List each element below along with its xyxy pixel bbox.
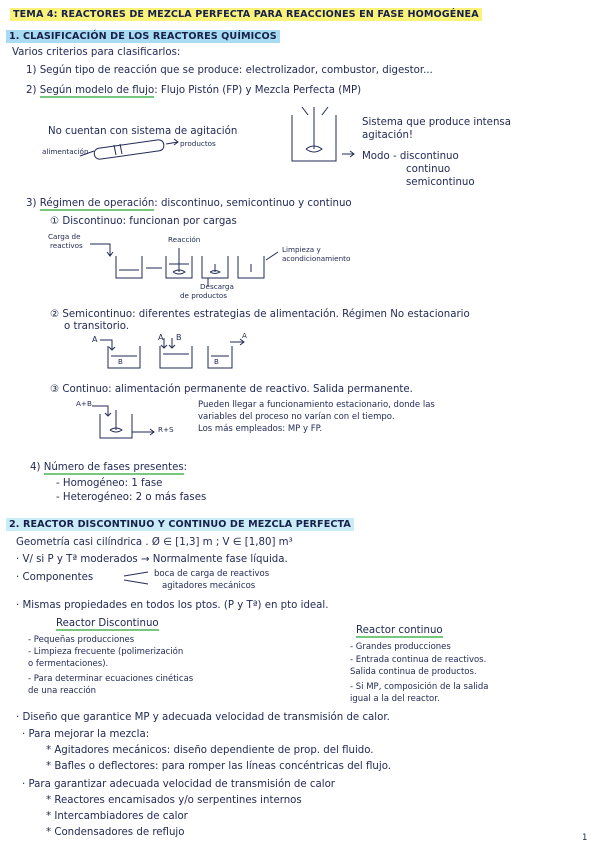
s2-line-7c: * Condensadores de reflujo (46, 827, 185, 838)
page-title: TEMA 4: REACTORES DE MEZCLA PERFECTA PARA REACCIONES EN FASE HOMOGÉNEA (10, 10, 482, 21)
mp-note-1: Sistema que produce intensa (362, 117, 511, 128)
cont-item: - Grandes producciones (350, 642, 451, 652)
cont-output-label: R+S (158, 425, 174, 434)
fp-output-label: productos (180, 139, 216, 148)
s2-line-2: · V/ si P y Tª moderados → Normalmente fase líquida. (16, 554, 288, 565)
disc-limpieza-1: Limpieza y (282, 245, 321, 254)
cont-para-3: Los más empleados: MP y FP. (198, 424, 323, 434)
criterion-4-colon: : (183, 462, 188, 473)
disc-descarga-2: de productos (180, 291, 228, 300)
criterion-2-label: Según modelo de flujo (39, 85, 155, 96)
criterion-4-label: Número de fases presentes (43, 462, 184, 473)
mp-note-2: agitación! (362, 130, 413, 141)
s2-line-6: · Para mejorar la mezcla: (22, 729, 150, 740)
semi-diagram-label-b: B (118, 358, 123, 366)
s2-line-6a: * Agitadores mecánicos: diseño dependiente de prop. del fluido. (46, 745, 374, 756)
fp-note: No cuentan con sistema de agitación (48, 126, 238, 137)
discontinuous-title: ① Discontinuo: funcionan por cargas (50, 216, 237, 227)
s2-line-7a: * Reactores encamisados y/o serpentines internos (46, 795, 302, 806)
components-brace (122, 570, 152, 590)
s1-intro: Varios criterios para clasificarlos: (12, 47, 181, 58)
plug-flow-tube-diagram (80, 136, 190, 166)
criterion-3-prefix: 3) (26, 198, 37, 209)
disc-carga-2: reactivos (50, 241, 83, 250)
cont-item: Salida continua de productos. (350, 667, 477, 677)
cont-para-2: variables del proceso no varían con el tiempo. (198, 412, 395, 422)
criterion-3 (26, 198, 352, 209)
s2-line-6b: * Bafles o deflectores: para romper las líneas concéntricas del flujo. (46, 761, 391, 772)
semicontinuous-diagrams (88, 332, 248, 372)
cont-input-label: A+B (76, 399, 92, 408)
criterion-1 (26, 65, 433, 76)
mp-mode-3: semicontinuo (406, 177, 475, 188)
s2-line-1: Geometría casi cilíndrica . Ø ∈ [1,3] m ; V ∈ [1,80] m³ (16, 537, 293, 548)
disc-item: o fermentaciones). (28, 659, 109, 669)
fp-input-label: alimentación (42, 147, 89, 156)
c4-heterogeneo: - Heterogéneo: 2 o más fases (56, 492, 207, 503)
cont-para-1: Pueden llegar a funcionamiento estacionario, donde las (198, 400, 435, 410)
criterion-2-text: : Flujo Pistón (FP) y Mezcla Perfecta (MP) (154, 85, 362, 96)
disc-item: - Para determinar ecuaciones cinéticas (28, 674, 194, 684)
criterion-4 (30, 462, 187, 473)
criterion-4-prefix: 4) (30, 462, 41, 473)
s2-line-7b: * Intercambiadores de calor (46, 811, 188, 822)
s2-component-b: agitadores mecánicos (162, 581, 256, 591)
disc-item: de una reacción (28, 686, 97, 696)
semi-diagram-label-a: A (92, 335, 98, 344)
section-2-heading: 2. REACTOR DISCONTINUO Y CONTINUO DE MEZCLA PERFECTA (6, 520, 354, 531)
criterion-3-label: Régimen de operación (39, 198, 155, 209)
continuous-title: ③ Continuo: alimentación permanente de reactivo. Salida permanente. (50, 384, 413, 395)
disc-descarga-1: Descarga (200, 282, 234, 291)
criterion-1-label: 1) Según tipo de reacción que se produce (26, 65, 239, 76)
s2-component-a: boca de carga de reactivos (154, 569, 270, 579)
semicontinuous-title: ② Semicontinuo: diferentes estrategias de alimentación. Régimen No estacionario (50, 309, 470, 320)
page-number: 1 (582, 833, 588, 843)
disc-column-heading: Reactor Discontinuo (56, 618, 159, 629)
criterion-3-text: : discontinuo, semicontinuo y continuo (154, 198, 352, 209)
semi-diagram-label-b-3: B (214, 358, 219, 366)
criterion-2 (26, 85, 361, 96)
s2-line-4: · Mismas propiedades en todos los ptos. (P y Tª) en pto ideal. (16, 600, 329, 611)
criterion-2-prefix: 2) (26, 85, 37, 96)
disc-item: - Pequeñas producciones (28, 635, 135, 645)
mode-arrow (340, 146, 360, 160)
cont-item: - Entrada continua de reactivos. (350, 655, 487, 665)
s2-components: · Componentes (16, 572, 94, 583)
c4-homogeneo: - Homogéneo: 1 fase (56, 478, 163, 489)
batch-sequence-diagram (90, 240, 280, 290)
continuous-tank-diagram (92, 404, 158, 440)
disc-item: - Limpieza frecuente (polimerización (28, 647, 184, 657)
disc-reaccion: Reacción (168, 235, 201, 244)
mp-mode: Modo - discontinuo (362, 151, 459, 162)
disc-carga-1: Carga de (48, 232, 81, 241)
semicontinuous-title-2: o transitorio. (64, 321, 130, 332)
s2-line-7: · Para garantizar adecuada velocidad de transmisión de calor (22, 779, 335, 790)
mixed-tank-diagram (288, 105, 348, 165)
cont-column-heading: Reactor continuo (356, 625, 443, 636)
cont-item: - Si MP, composición de la salida (350, 682, 489, 692)
cont-item: igual a la del reactor. (350, 694, 440, 704)
semi-diagram-label-b-2: B (176, 333, 182, 342)
disc-limpieza-2: acondicionamiento (282, 254, 351, 263)
criterion-1-text: : electrolizador, combustor, digestor... (238, 65, 433, 76)
section-1-heading: 1. CLASIFICACIÓN DE LOS REACTORES QUÍMICOS (6, 32, 280, 43)
mp-mode-2: continuo (406, 164, 451, 175)
s2-line-5: · Diseño que garantice MP y adecuada velocidad de transmisión de calor. (16, 712, 390, 723)
semi-output-label: A (242, 331, 247, 340)
semi-diagram-label-a-2: A (158, 333, 164, 342)
